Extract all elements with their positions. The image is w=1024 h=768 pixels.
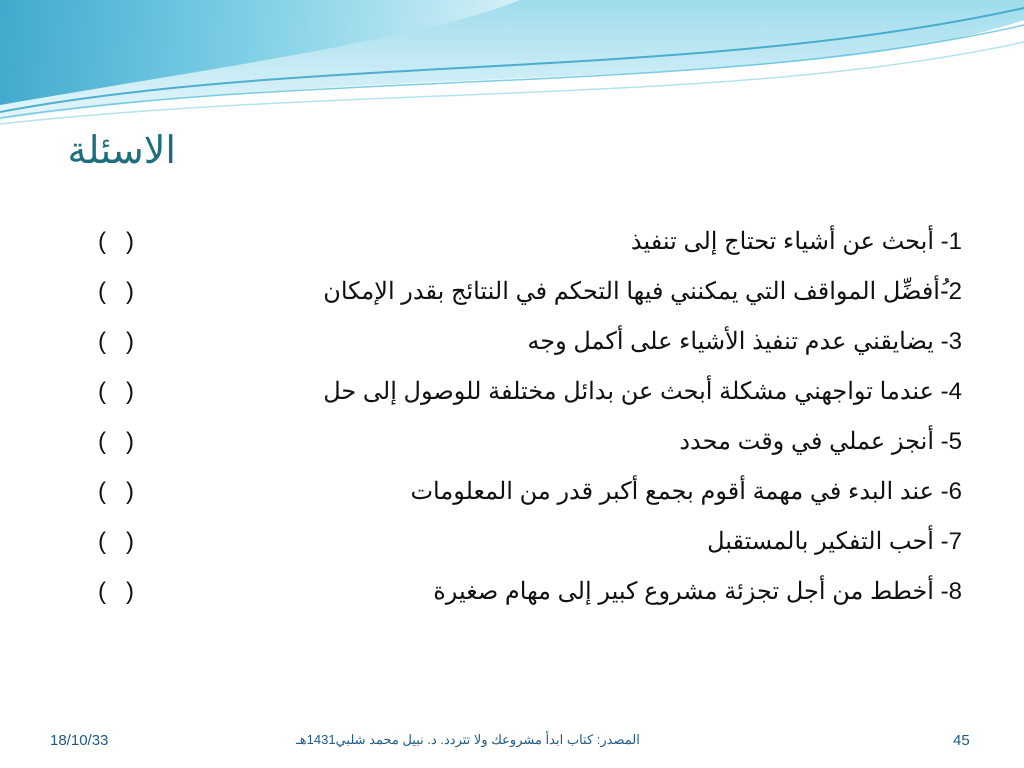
question-row <box>0 424 1024 464</box>
question-text: 1- أبحث عن أشياء تحتاج إلى تنفيذ <box>630 228 962 255</box>
question-row <box>0 474 1024 514</box>
answer-parentheses: ( ) <box>98 328 134 355</box>
question-row <box>0 224 1024 264</box>
footer-source: المصدر: كتاب ابدأ مشروعك ولا تتردد. د. نبيل محمد شلبي1431هـ <box>296 732 640 747</box>
question-text: 7- أحب التفكير بالمستقبل <box>707 528 962 555</box>
page-number: 45 <box>953 732 970 749</box>
answer-parentheses: ( ) <box>98 428 134 455</box>
question-text: 4- عندما تواجهني مشكلة أبحث عن بدائل مختلفة للوصول إلى حل <box>323 378 962 405</box>
question-row <box>0 574 1024 614</box>
question-row <box>0 274 1024 314</box>
answer-parentheses: ( ) <box>98 478 134 505</box>
question-text: 6- عند البدء في مهمة أقوم بجمع أكبر قدر من المعلومات <box>410 478 962 505</box>
question-row <box>0 324 1024 364</box>
question-text: 3- يضايقني عدم تنفيذ الأشياء على أكمل وجه <box>527 328 962 355</box>
answer-parentheses: ( ) <box>98 578 134 605</box>
slide-title: الاسئلة <box>67 128 176 172</box>
footer-date: 18/10/33 <box>50 732 109 749</box>
answer-parentheses: ( ) <box>98 528 134 555</box>
question-text: 8- أخطط من أجل تجزئة مشروع كبير إلى مهام صغيرة <box>433 578 962 605</box>
question-row <box>0 374 1024 414</box>
question-row <box>0 524 1024 564</box>
answer-parentheses: ( ) <box>98 378 134 405</box>
question-text: 2-ُأفضِّل المواقف التي يمكنني فيها التحكم في النتائج بقدر الإمكان <box>323 278 962 305</box>
answer-parentheses: ( ) <box>98 228 134 255</box>
header-wave-decoration <box>0 0 1024 130</box>
answer-parentheses: ( ) <box>98 278 134 305</box>
question-text: 5- أنجز عملي في وقت محدد <box>679 428 962 455</box>
